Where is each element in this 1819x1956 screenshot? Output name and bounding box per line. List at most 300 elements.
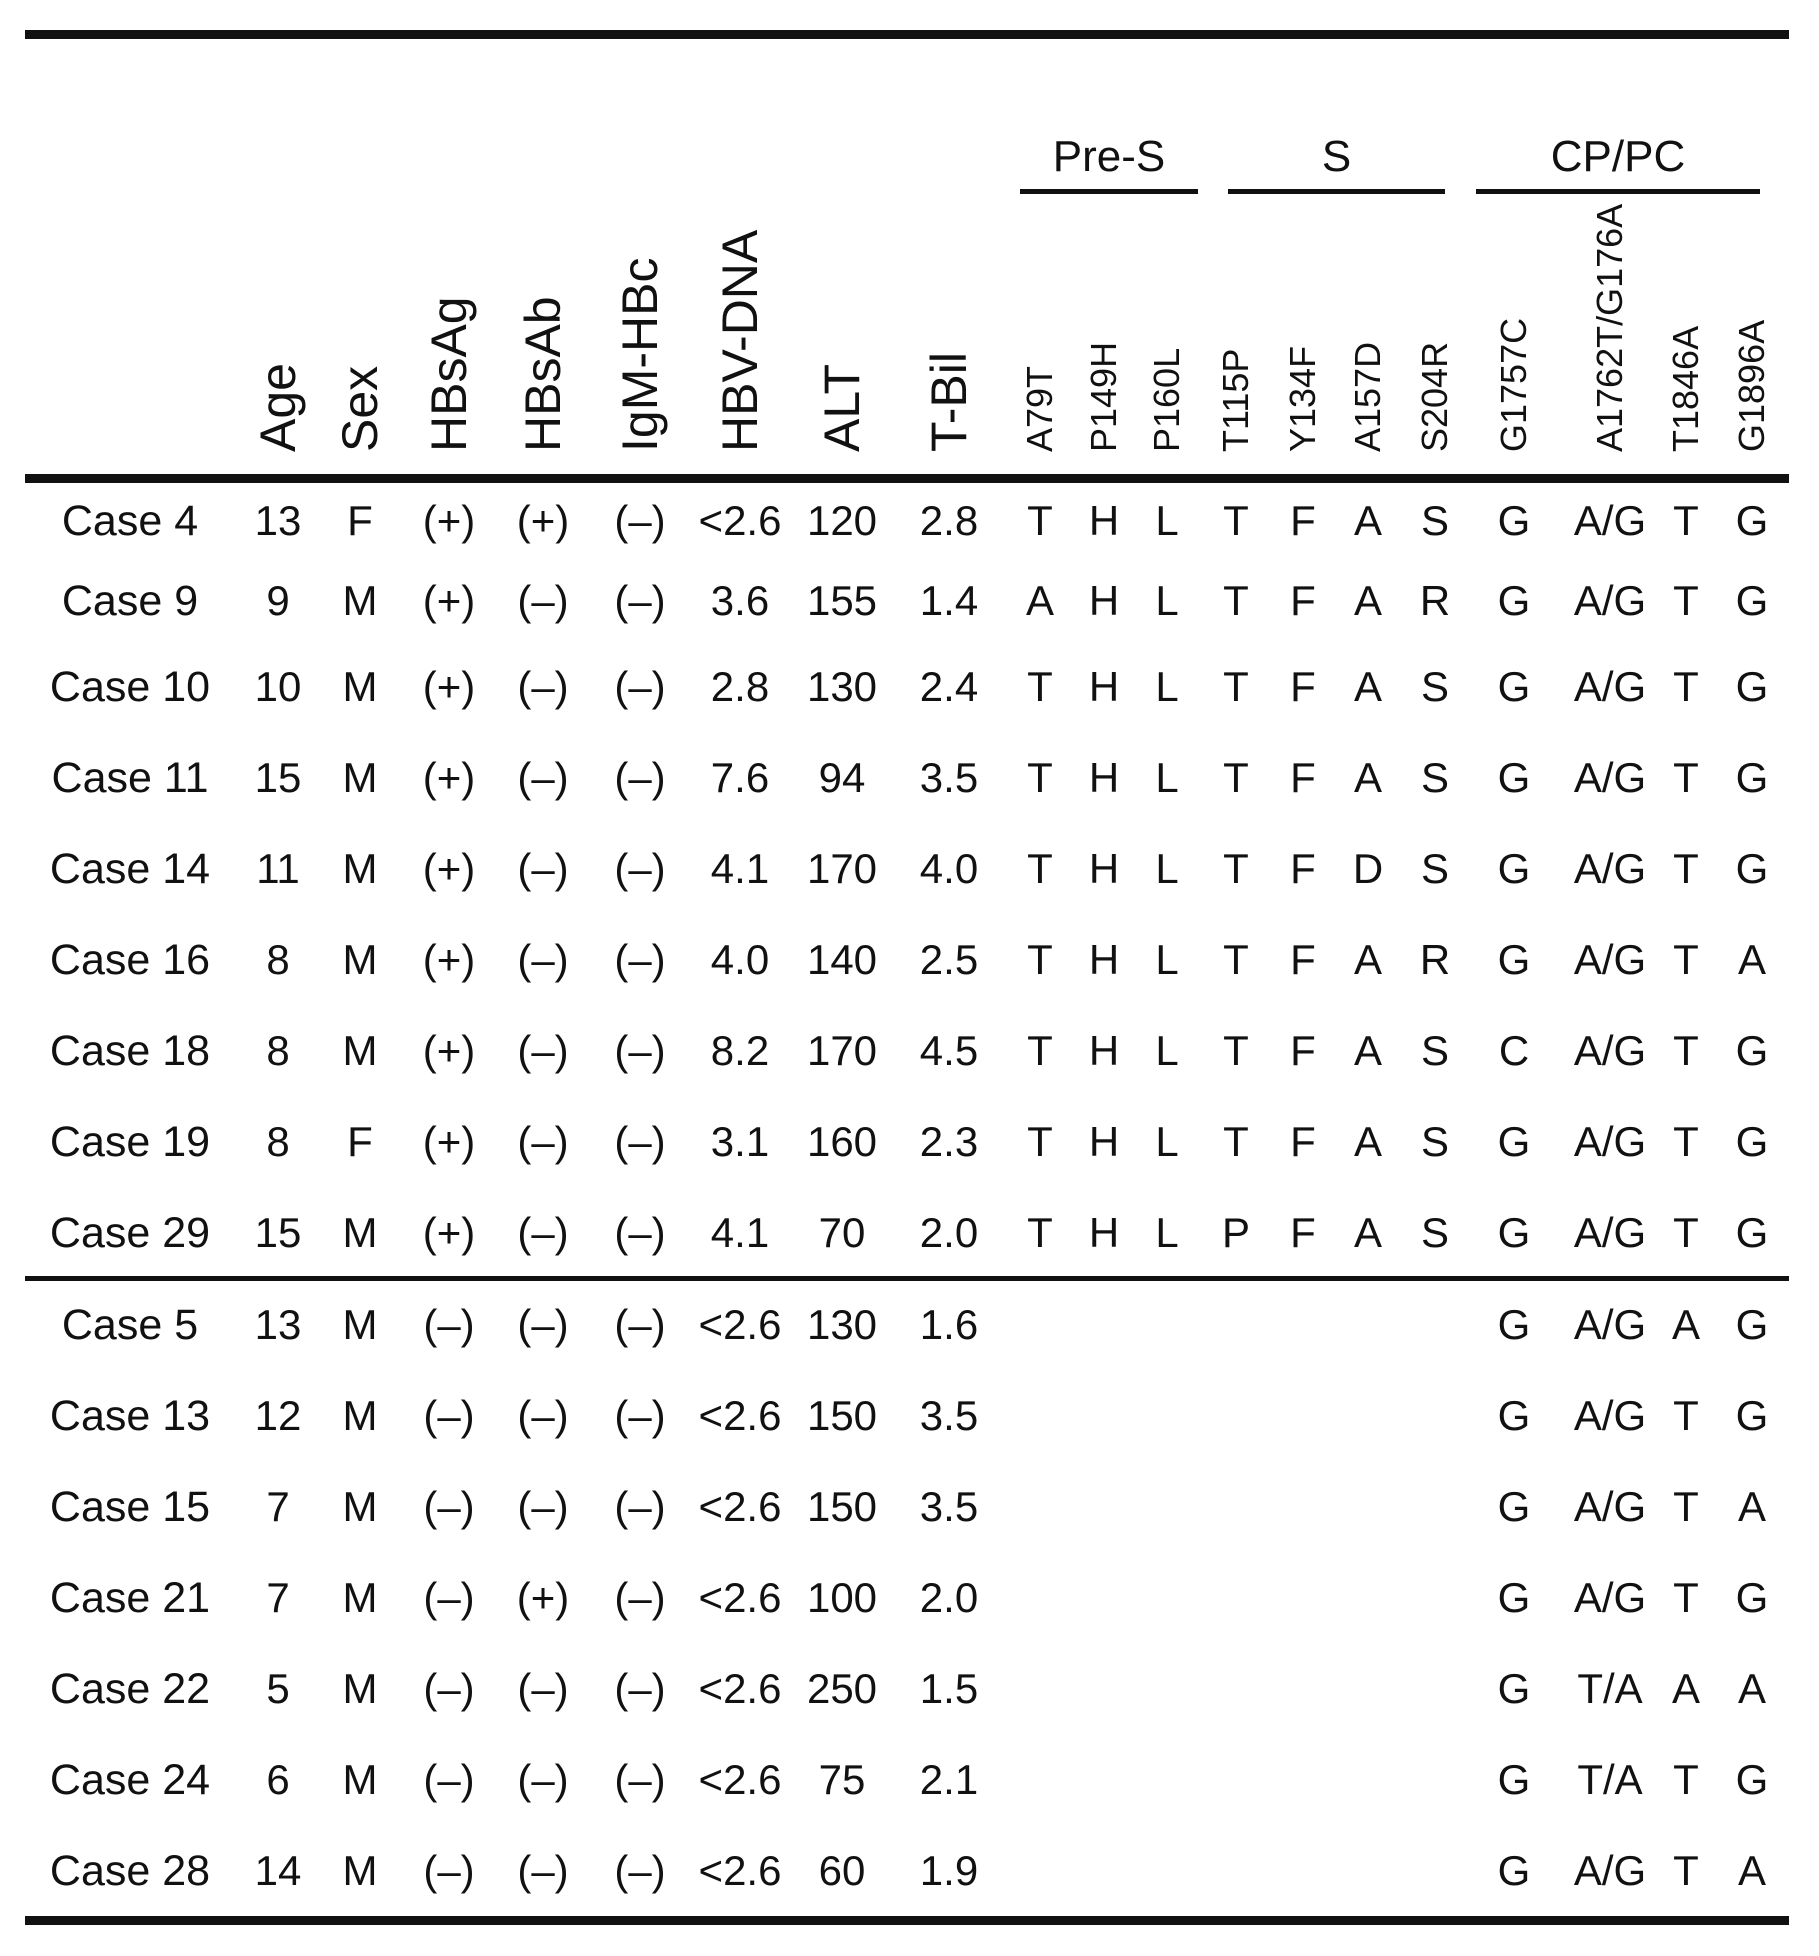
cell-t1846a: A [1671, 1665, 1701, 1712]
cell-a157d: A [1353, 1118, 1383, 1165]
cell-g1896a: G [1735, 1574, 1769, 1621]
cell-hbsag: (+) [422, 1209, 476, 1256]
cell-g1757c: G [1497, 663, 1531, 710]
case-label: Case 24 [49, 1756, 211, 1804]
cell-age: 12 [254, 1392, 302, 1439]
cell-hbv-dna: 4.1 [710, 845, 770, 892]
cell-hbsag: (–) [423, 1756, 475, 1803]
cell-hbsag: (+) [422, 1118, 476, 1165]
cell-hbsag: (+) [422, 754, 476, 801]
cell-alt: 155 [806, 577, 878, 624]
cell-s204r: S [1420, 497, 1450, 544]
cell-hbsag: (–) [423, 1483, 475, 1530]
cell-t-bil: 4.5 [919, 1027, 979, 1074]
cell-age: 10 [254, 663, 302, 710]
group-header-pre-s: Pre-S [1052, 132, 1166, 181]
column-header-alt: ALT [814, 364, 870, 452]
cell-t-bil: 2.8 [919, 497, 979, 544]
cell-sex: M [342, 1301, 378, 1348]
cell-igm-hbc: (–) [614, 754, 666, 801]
cell-sex: M [342, 1847, 378, 1894]
cell-t115p: T [1223, 845, 1249, 892]
cell-s204r: R [1419, 577, 1451, 624]
cell-g1757c: G [1497, 1665, 1531, 1712]
cell-alt: 130 [806, 1301, 878, 1348]
cell-hbv-dna: <2.6 [698, 1392, 782, 1439]
cell-hbsag: (–) [423, 1665, 475, 1712]
cell-igm-hbc: (–) [614, 1756, 666, 1803]
cell-a1762t-g176a: A/G [1573, 1392, 1647, 1439]
group-header-s: S [1321, 132, 1352, 181]
cell-t1846a: T [1673, 663, 1699, 710]
cell-alt: 170 [806, 1027, 878, 1074]
cell-p160l: L [1155, 1118, 1179, 1165]
column-header-p149h: P149H [1083, 341, 1124, 452]
cell-g1896a: G [1735, 1027, 1769, 1074]
cell-age: 8 [266, 1027, 290, 1074]
cell-g1896a: G [1735, 1392, 1769, 1439]
cell-alt: 130 [806, 663, 878, 710]
case-label: Case 15 [49, 1483, 211, 1531]
cell-a79t: T [1027, 1027, 1053, 1074]
cell-t-bil: 1.9 [919, 1847, 979, 1894]
cell-age: 13 [254, 497, 302, 544]
cell-g1757c: G [1497, 1574, 1531, 1621]
cell-age: 7 [266, 1574, 290, 1621]
cell-alt: 140 [806, 936, 878, 983]
cell-g1757c: G [1497, 845, 1531, 892]
cell-a157d: D [1352, 845, 1384, 892]
cell-a1762t-g176a: A/G [1573, 1209, 1647, 1256]
cell-alt: 94 [818, 754, 866, 801]
case-label: Case 9 [61, 577, 199, 625]
cell-hbsag: (+) [422, 1027, 476, 1074]
cell-hbsab: (–) [517, 1027, 569, 1074]
cell-alt: 150 [806, 1483, 878, 1530]
cell-a1762t-g176a: A/G [1573, 663, 1647, 710]
cell-p160l: L [1155, 845, 1179, 892]
cell-a1762t-g176a: A/G [1573, 754, 1647, 801]
cell-g1757c: G [1497, 1483, 1531, 1530]
cell-p160l: L [1155, 663, 1179, 710]
cell-g1757c: G [1497, 577, 1531, 624]
cell-g1757c: C [1498, 1027, 1530, 1074]
cell-t1846a: T [1673, 936, 1699, 983]
cell-igm-hbc: (–) [614, 1847, 666, 1894]
cell-alt: 60 [818, 1847, 866, 1894]
cell-a157d: A [1353, 497, 1383, 544]
cell-a157d: A [1353, 754, 1383, 801]
cell-hbsag: (+) [422, 497, 476, 544]
cell-sex: M [342, 1574, 378, 1621]
cell-sex: M [342, 1392, 378, 1439]
cell-y134f: F [1290, 845, 1316, 892]
cell-t-bil: 3.5 [919, 754, 979, 801]
cell-a1762t-g176a: A/G [1573, 1027, 1647, 1074]
cell-t-bil: 1.5 [919, 1665, 979, 1712]
cell-age: 13 [254, 1301, 302, 1348]
cell-alt: 100 [806, 1574, 878, 1621]
cell-alt: 70 [818, 1209, 866, 1256]
cell-a157d: A [1353, 577, 1383, 624]
cell-sex: M [342, 936, 378, 983]
cell-y134f: F [1290, 1027, 1316, 1074]
cell-igm-hbc: (–) [614, 936, 666, 983]
column-header-g1896a: G1896A [1731, 319, 1772, 452]
cell-s204r: R [1419, 936, 1451, 983]
cell-hbv-dna: 7.6 [710, 754, 770, 801]
column-header-a79t: A79T [1019, 365, 1060, 452]
group-underline-s [1228, 189, 1445, 194]
column-header-t1846a: T1846A [1665, 325, 1706, 452]
cell-age: 15 [254, 1209, 302, 1256]
cell-hbsab: (–) [517, 1483, 569, 1530]
case-label: Case 5 [61, 1301, 199, 1349]
cell-t-bil: 1.4 [919, 577, 979, 624]
cell-igm-hbc: (–) [614, 1209, 666, 1256]
cell-g1757c: G [1497, 1392, 1531, 1439]
cell-hbsag: (–) [423, 1574, 475, 1621]
cell-a1762t-g176a: A/G [1573, 936, 1647, 983]
cell-t115p: T [1223, 936, 1249, 983]
cell-age: 15 [254, 754, 302, 801]
cell-hbv-dna: <2.6 [698, 1756, 782, 1803]
cell-age: 11 [256, 845, 300, 892]
column-header-hbsag: HBsAg [421, 296, 477, 452]
cell-igm-hbc: (–) [614, 1665, 666, 1712]
cell-t-bil: 4.0 [919, 845, 979, 892]
cell-t1846a: T [1673, 1574, 1699, 1621]
cell-g1757c: G [1497, 497, 1531, 544]
cell-hbsab: (–) [517, 1756, 569, 1803]
cell-p149h: H [1088, 754, 1120, 801]
case-label: Case 14 [49, 845, 211, 893]
cell-s204r: S [1420, 663, 1450, 710]
cell-sex: M [342, 1756, 378, 1803]
cell-hbsag: (+) [422, 936, 476, 983]
case-label: Case 16 [49, 936, 211, 984]
column-header-hbsab: HBsAb [515, 296, 571, 452]
cell-y134f: F [1290, 497, 1316, 544]
cell-t-bil: 2.5 [919, 936, 979, 983]
cell-alt: 250 [806, 1665, 878, 1712]
cell-a1762t-g176a: A/G [1573, 1118, 1647, 1165]
cell-a79t: T [1027, 663, 1053, 710]
cell-t1846a: T [1673, 1118, 1699, 1165]
cell-p160l: L [1155, 754, 1179, 801]
cell-sex: M [342, 1665, 378, 1712]
cell-t1846a: T [1673, 497, 1699, 544]
cell-hbsab: (–) [517, 845, 569, 892]
cell-y134f: F [1290, 1209, 1316, 1256]
cell-g1896a: G [1735, 754, 1769, 801]
top-rule [25, 30, 1789, 39]
cell-t1846a: A [1671, 1301, 1701, 1348]
case-label: Case 28 [49, 1847, 211, 1895]
cell-g1757c: G [1497, 1847, 1531, 1894]
cell-hbsag: (+) [422, 577, 476, 624]
column-header-s204r: S204R [1414, 341, 1455, 452]
cell-y134f: F [1290, 1118, 1316, 1165]
cell-a1762t-g176a: A/G [1573, 845, 1647, 892]
cell-hbv-dna: 4.0 [710, 936, 770, 983]
cell-t-bil: 2.0 [919, 1209, 979, 1256]
cell-s204r: S [1420, 1027, 1450, 1074]
column-header-age: Age [250, 363, 306, 452]
cell-hbsab: (–) [517, 1301, 569, 1348]
cell-t-bil: 2.1 [919, 1756, 979, 1803]
cell-alt: 150 [806, 1392, 878, 1439]
case-label: Case 13 [49, 1392, 211, 1440]
cell-age: 8 [266, 936, 290, 983]
cell-hbsab: (+) [516, 1574, 570, 1621]
cell-sex: M [342, 754, 378, 801]
cell-a79t: T [1027, 497, 1053, 544]
cell-y134f: F [1290, 663, 1316, 710]
cell-igm-hbc: (–) [614, 845, 666, 892]
cell-alt: 120 [806, 497, 878, 544]
cell-s204r: S [1420, 1209, 1450, 1256]
cell-t1846a: T [1673, 1847, 1699, 1894]
cell-a79t: T [1027, 754, 1053, 801]
cell-a79t: T [1027, 845, 1053, 892]
cell-hbv-dna: 8.2 [710, 1027, 770, 1074]
cell-g1896a: G [1735, 1118, 1769, 1165]
cell-y134f: F [1290, 936, 1316, 983]
cell-igm-hbc: (–) [614, 663, 666, 710]
cell-alt: 160 [806, 1118, 878, 1165]
cell-t1846a: T [1673, 577, 1699, 624]
cell-hbv-dna: <2.6 [698, 1301, 782, 1348]
cell-a157d: A [1353, 663, 1383, 710]
case-label: Case 19 [49, 1118, 211, 1166]
cell-igm-hbc: (–) [614, 1392, 666, 1439]
column-header-a1762t-g176a: A1762T/G176A [1589, 203, 1630, 452]
case-label: Case 10 [49, 663, 211, 711]
cell-a1762t-g176a: A/G [1573, 1574, 1647, 1621]
case-label: Case 29 [49, 1209, 211, 1257]
column-header-igm-hbc: IgM-HBc [612, 257, 668, 452]
group-header-cp-pc: CP/PC [1550, 132, 1686, 181]
cell-sex: M [342, 1483, 378, 1530]
cell-s204r: S [1420, 754, 1450, 801]
cell-p149h: H [1088, 1027, 1120, 1074]
cell-igm-hbc: (–) [614, 1027, 666, 1074]
cell-hbv-dna: <2.6 [698, 1847, 782, 1894]
cell-hbv-dna: 2.8 [710, 663, 770, 710]
cell-g1757c: G [1497, 936, 1531, 983]
cell-g1896a: A [1737, 1847, 1767, 1894]
cell-age: 8 [266, 1118, 290, 1165]
cell-alt: 75 [818, 1756, 866, 1803]
cell-t-bil: 1.6 [919, 1301, 979, 1348]
cell-hbv-dna: <2.6 [698, 1665, 782, 1712]
cell-t115p: T [1223, 577, 1249, 624]
cell-sex: F [347, 1118, 373, 1165]
cell-hbv-dna: 3.6 [710, 577, 770, 624]
cell-a157d: A [1353, 936, 1383, 983]
cell-a79t: A [1025, 577, 1055, 624]
cell-g1896a: G [1735, 497, 1769, 544]
cell-a79t: T [1027, 936, 1053, 983]
column-header-a157d: A157D [1347, 341, 1388, 452]
cell-g1757c: G [1497, 754, 1531, 801]
cell-a79t: T [1027, 1209, 1053, 1256]
cell-hbv-dna: 4.1 [710, 1209, 770, 1256]
cell-hbsab: (–) [517, 1847, 569, 1894]
cell-t1846a: T [1673, 1756, 1699, 1803]
cell-sex: M [342, 577, 378, 624]
cell-a157d: A [1353, 1027, 1383, 1074]
cell-p160l: L [1155, 1209, 1179, 1256]
cell-hbsab: (–) [517, 577, 569, 624]
cell-t1846a: T [1673, 1392, 1699, 1439]
case-label: Case 4 [61, 497, 199, 545]
cell-sex: M [342, 1209, 378, 1256]
cell-hbsab: (–) [517, 663, 569, 710]
cell-p160l: L [1155, 577, 1179, 624]
cell-g1757c: G [1497, 1301, 1531, 1348]
cell-a1762t-g176a: T/A [1577, 1665, 1643, 1712]
cell-a1762t-g176a: A/G [1573, 577, 1647, 624]
cell-hbv-dna: <2.6 [698, 1574, 782, 1621]
case-label: Case 11 [51, 754, 209, 802]
cell-hbsab: (–) [517, 754, 569, 801]
cell-p149h: H [1088, 936, 1120, 983]
cell-g1896a: G [1735, 1209, 1769, 1256]
cell-t-bil: 3.5 [919, 1392, 979, 1439]
cell-sex: M [342, 663, 378, 710]
column-header-hbv-dna: HBV-DNA [712, 229, 768, 452]
cell-g1896a: A [1737, 1483, 1767, 1530]
cell-g1757c: G [1497, 1756, 1531, 1803]
cell-g1896a: G [1735, 663, 1769, 710]
cell-hbsag: (+) [422, 845, 476, 892]
cell-hbsab: (–) [517, 936, 569, 983]
cell-hbsag: (+) [422, 663, 476, 710]
cell-t1846a: T [1673, 754, 1699, 801]
cell-g1896a: A [1737, 936, 1767, 983]
cell-t1846a: T [1673, 1027, 1699, 1074]
cell-t-bil: 2.4 [919, 663, 979, 710]
cell-t-bil: 3.5 [919, 1483, 979, 1530]
cell-t115p: T [1223, 754, 1249, 801]
cell-age: 5 [266, 1665, 290, 1712]
cell-hbsab: (+) [516, 497, 570, 544]
group-underline-pre-s [1020, 189, 1198, 194]
cell-a1762t-g176a: A/G [1573, 1847, 1647, 1894]
cell-hbsab: (–) [517, 1665, 569, 1712]
cell-g1896a: G [1735, 845, 1769, 892]
header-rule [25, 474, 1789, 483]
cell-p149h: H [1088, 1209, 1120, 1256]
cell-t1846a: T [1673, 1483, 1699, 1530]
cell-a1762t-g176a: T/A [1577, 1756, 1643, 1803]
cell-p149h: H [1088, 577, 1120, 624]
cell-igm-hbc: (–) [614, 1301, 666, 1348]
cell-p160l: L [1155, 1027, 1179, 1074]
cell-hbv-dna: <2.6 [698, 497, 782, 544]
cell-hbsag: (–) [423, 1392, 475, 1439]
cell-igm-hbc: (–) [614, 577, 666, 624]
cell-t-bil: 2.0 [919, 1574, 979, 1621]
cell-t115p: T [1223, 497, 1249, 544]
column-header-t115p: T115P [1215, 348, 1256, 452]
cell-p160l: L [1155, 497, 1179, 544]
column-header-g1757c: G1757C [1493, 317, 1534, 452]
case-label: Case 21 [49, 1574, 211, 1622]
cell-t115p: P [1221, 1209, 1251, 1256]
cell-g1896a: G [1735, 577, 1769, 624]
case-label: Case 22 [49, 1665, 211, 1713]
cell-a1762t-g176a: A/G [1573, 1483, 1647, 1530]
cell-age: 7 [266, 1483, 290, 1530]
cell-t115p: T [1223, 1118, 1249, 1165]
cell-p149h: H [1088, 497, 1120, 544]
cell-hbv-dna: <2.6 [698, 1483, 782, 1530]
cell-t1846a: T [1673, 845, 1699, 892]
cell-t1846a: T [1673, 1209, 1699, 1256]
cell-g1757c: G [1497, 1118, 1531, 1165]
cell-g1896a: G [1735, 1756, 1769, 1803]
cell-hbsag: (–) [423, 1301, 475, 1348]
cell-age: 14 [254, 1847, 302, 1894]
cell-sex: F [347, 497, 373, 544]
cell-p149h: H [1088, 845, 1120, 892]
cell-age: 9 [266, 577, 290, 624]
bottom-rule [25, 1916, 1789, 1925]
cell-alt: 170 [806, 845, 878, 892]
cell-hbsab: (–) [517, 1392, 569, 1439]
cell-hbsab: (–) [517, 1209, 569, 1256]
cell-age: 6 [266, 1756, 290, 1803]
cell-sex: M [342, 1027, 378, 1074]
column-header-t-bil: T-Bil [921, 352, 977, 452]
cell-a1762t-g176a: A/G [1573, 497, 1647, 544]
cell-a1762t-g176a: A/G [1573, 1301, 1647, 1348]
cell-a157d: A [1353, 1209, 1383, 1256]
cell-sex: M [342, 845, 378, 892]
cell-p160l: L [1155, 936, 1179, 983]
cell-igm-hbc: (–) [614, 497, 666, 544]
cell-g1896a: G [1735, 1301, 1769, 1348]
column-header-sex: Sex [332, 365, 388, 452]
cell-igm-hbc: (–) [614, 1118, 666, 1165]
cell-p149h: H [1088, 1118, 1120, 1165]
column-header-p160l: P160L [1146, 347, 1187, 452]
group-underline-cp-pc [1476, 189, 1760, 194]
cell-t115p: T [1223, 663, 1249, 710]
cell-a79t: T [1027, 1118, 1053, 1165]
cell-g1757c: G [1497, 1209, 1531, 1256]
cell-hbsab: (–) [517, 1118, 569, 1165]
cell-t115p: T [1223, 1027, 1249, 1074]
cell-y134f: F [1290, 754, 1316, 801]
cell-s204r: S [1420, 1118, 1450, 1165]
cell-hbv-dna: 3.1 [710, 1118, 770, 1165]
cell-y134f: F [1290, 577, 1316, 624]
column-header-y134f: Y134F [1282, 345, 1323, 452]
cell-hbsag: (–) [423, 1847, 475, 1894]
cell-p149h: H [1088, 663, 1120, 710]
cell-t-bil: 2.3 [919, 1118, 979, 1165]
case-label: Case 18 [49, 1027, 211, 1075]
cell-igm-hbc: (–) [614, 1483, 666, 1530]
group-divider-rule [25, 1276, 1789, 1281]
cell-igm-hbc: (–) [614, 1574, 666, 1621]
cell-s204r: S [1420, 845, 1450, 892]
cell-g1896a: A [1737, 1665, 1767, 1712]
